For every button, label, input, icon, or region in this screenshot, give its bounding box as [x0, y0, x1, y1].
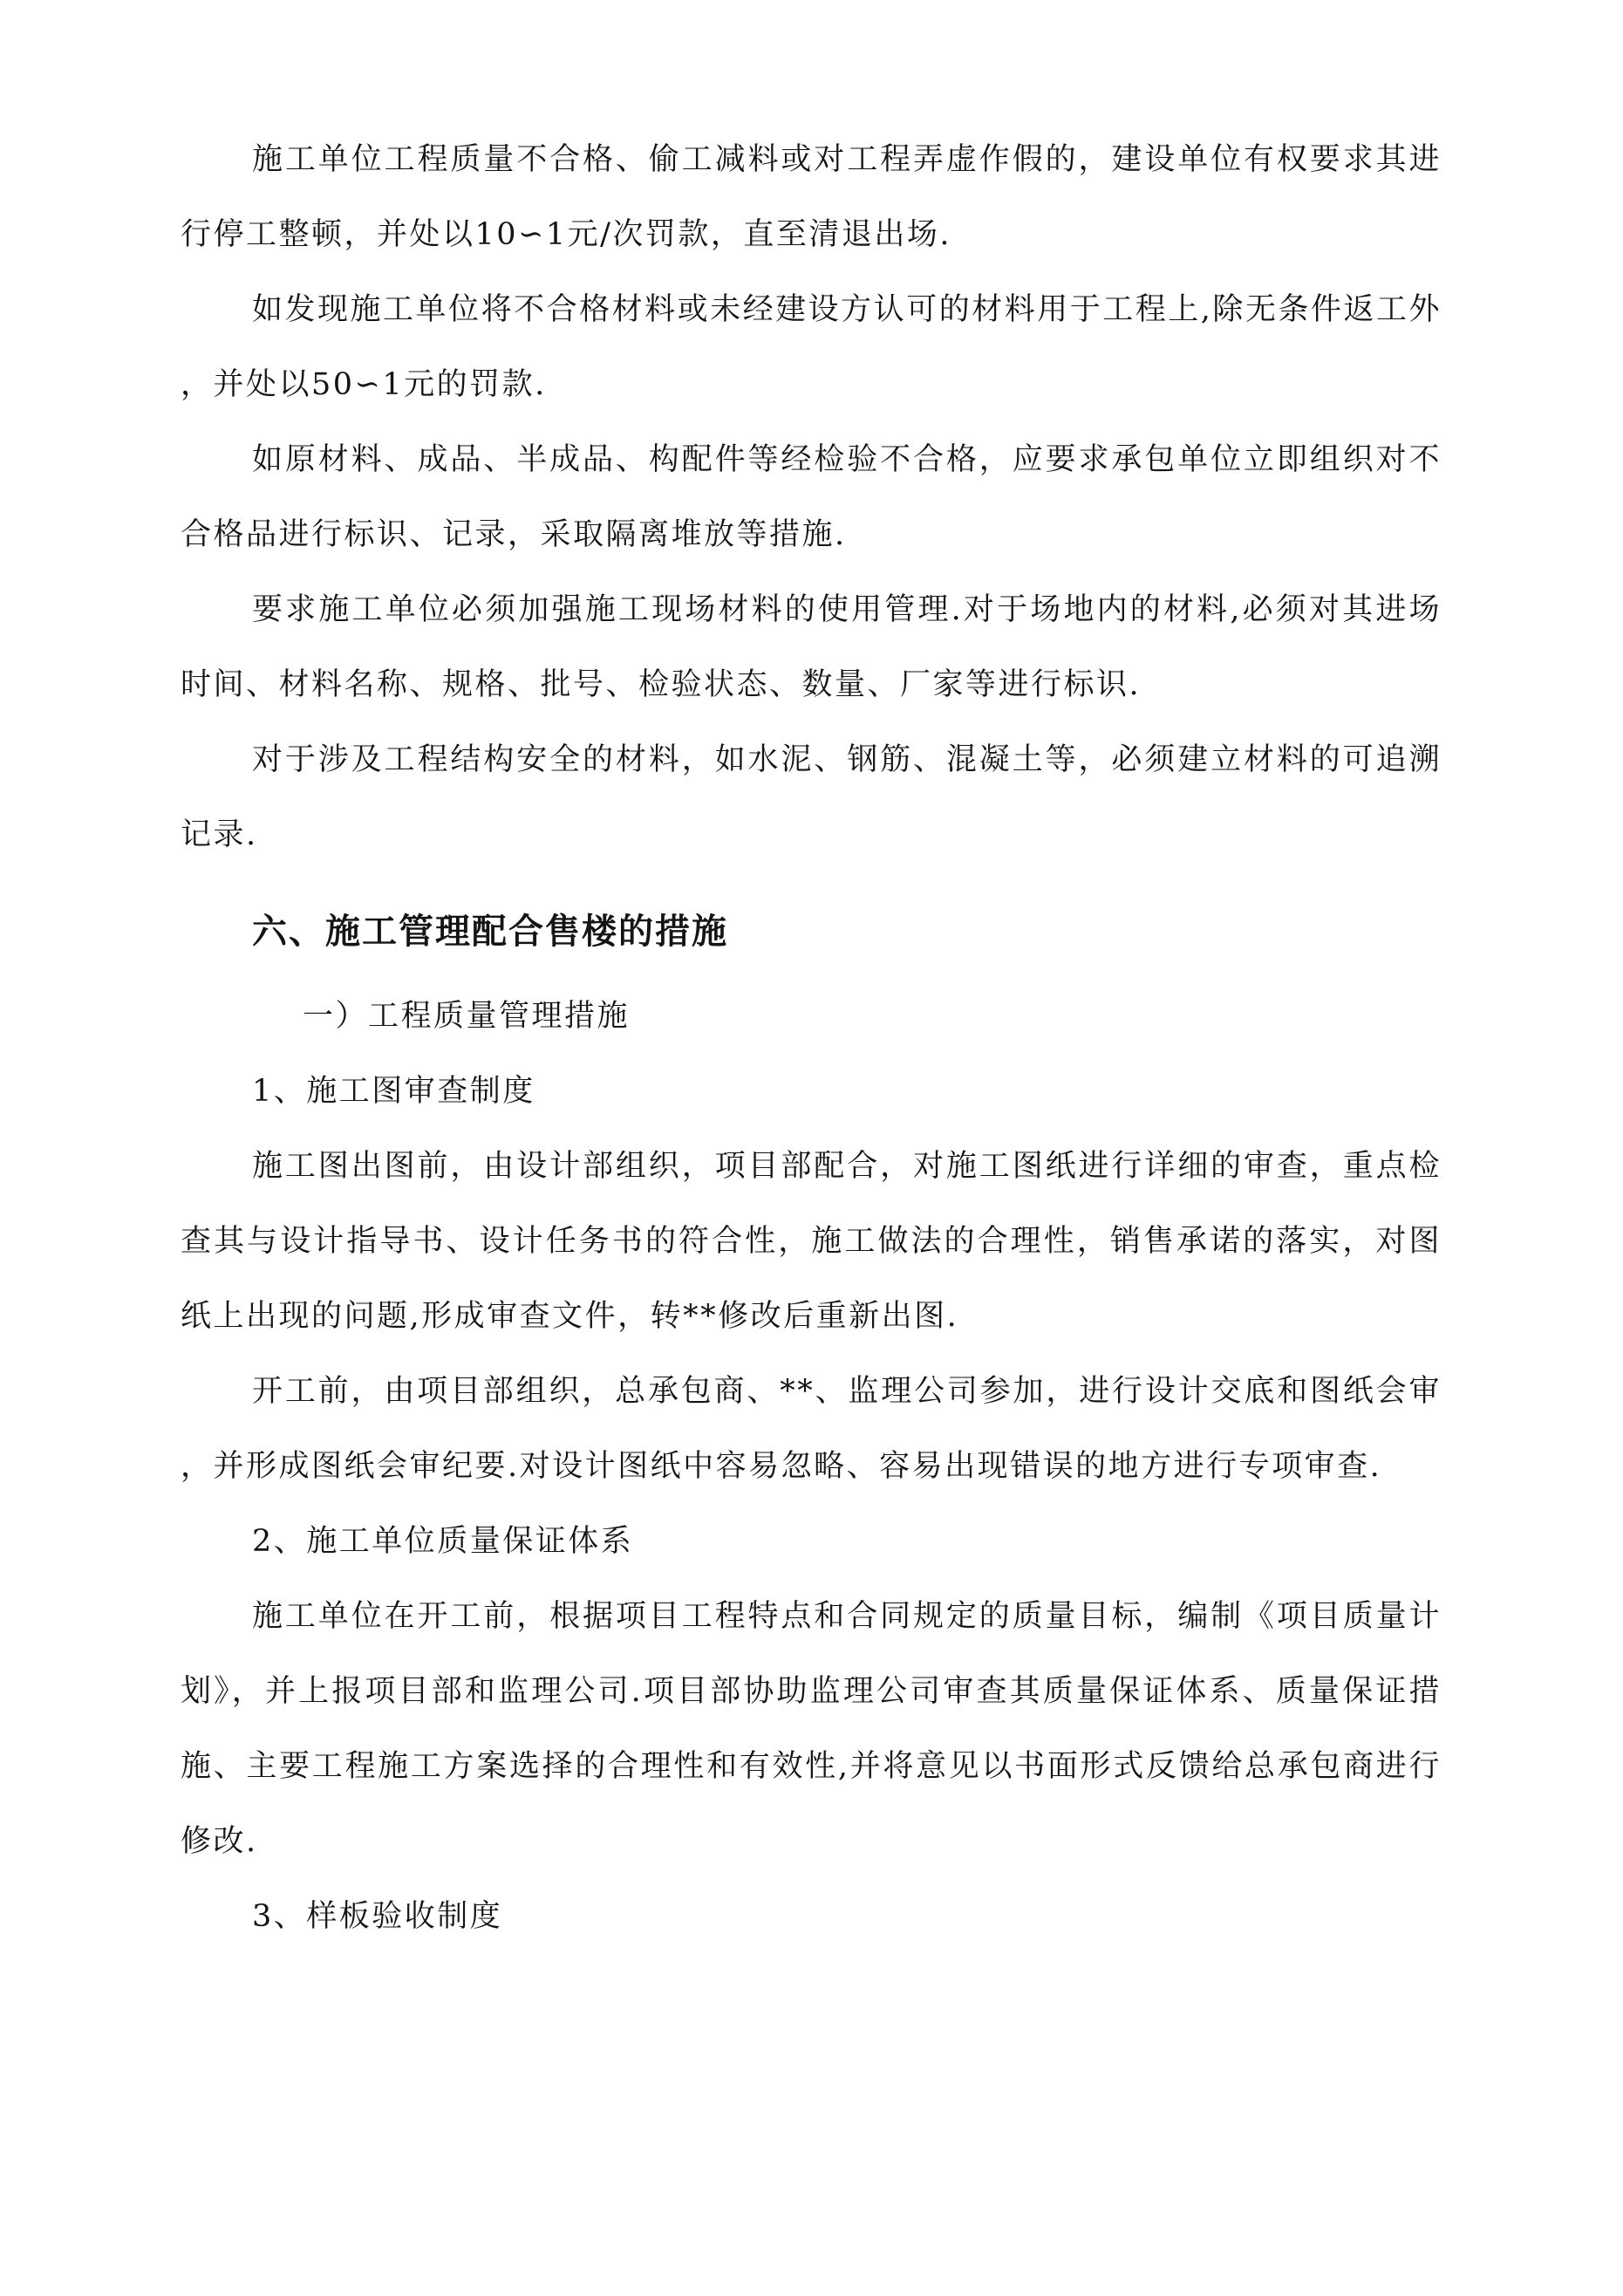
paragraph-penalty-quality: 施工单位工程质量不合格、偷工减料或对工程弄虚作假的，建设单位有权要求其进行停工整顿，并处以10∽1元/次罚款，直至清退出场. — [181, 142, 1442, 252]
paragraph-design-briefing: 开工前，由项目部组织，总承包商、**、监理公司参加，进行设计交底和图纸会审，并形成图纸会审纪要.对设计图纸中容易忽略、容易出现错误的地方进行专项审查. — [181, 1374, 1442, 1484]
paragraph-nonconforming-materials: 如原材料、成品、半成品、构配件等经检验不合格，应要求承包单位立即组织对不合格品进行标识、记录，采取隔离堆放等措施. — [181, 442, 1442, 552]
item-heading-sample-acceptance: 3、样板验收制度 — [252, 1899, 503, 1934]
item-heading-drawing-review: 1、施工图审查制度 — [252, 1074, 535, 1109]
section-heading: 六、施工管理配合售楼的措施 — [252, 911, 728, 952]
paragraph-quality-plan: 施工单位在开工前，根据项目工程特点和合同规定的质量目标，编制《项目质量计划》，并上报项目部和监理公司.项目部协助监理公司审查其质量保证体系、质量保证措施、主要工程施工方案选择的合理性和有效性,并将意见以书面形式反馈给总承包商进行修改. — [181, 1599, 1442, 1859]
paragraph-material-management: 要求施工单位必须加强施工现场材料的使用管理.对于场地内的材料,必须对其进场时间、材料名称、规格、批号、检验状态、数量、厂家等进行标识. — [181, 592, 1442, 702]
subsection-heading: 一）工程质量管理措施 — [303, 999, 631, 1034]
document-body — [181, 122, 1442, 1954]
paragraph-drawing-review: 施工图出图前，由设计部组织，项目部配合，对施工图纸进行详细的审查，重点检查其与设计指导书、设计任务书的符合性，施工做法的合理性，销售承诺的落实，对图纸上出现的问题,形成审查文件，转**修改后重新出图. — [181, 1149, 1442, 1334]
item-heading-quality-assurance: 2、施工单位质量保证体系 — [252, 1524, 634, 1559]
paragraph-traceability: 对于涉及工程结构安全的材料，如水泥、钢筋、混凝土等，必须建立材料的可追溯记录. — [181, 742, 1442, 852]
paragraph-penalty-materials: 如发现施工单位将不合格材料或未经建设方认可的材料用于工程上,除无条件返工外，并处以50∽1元的罚款. — [181, 292, 1442, 402]
